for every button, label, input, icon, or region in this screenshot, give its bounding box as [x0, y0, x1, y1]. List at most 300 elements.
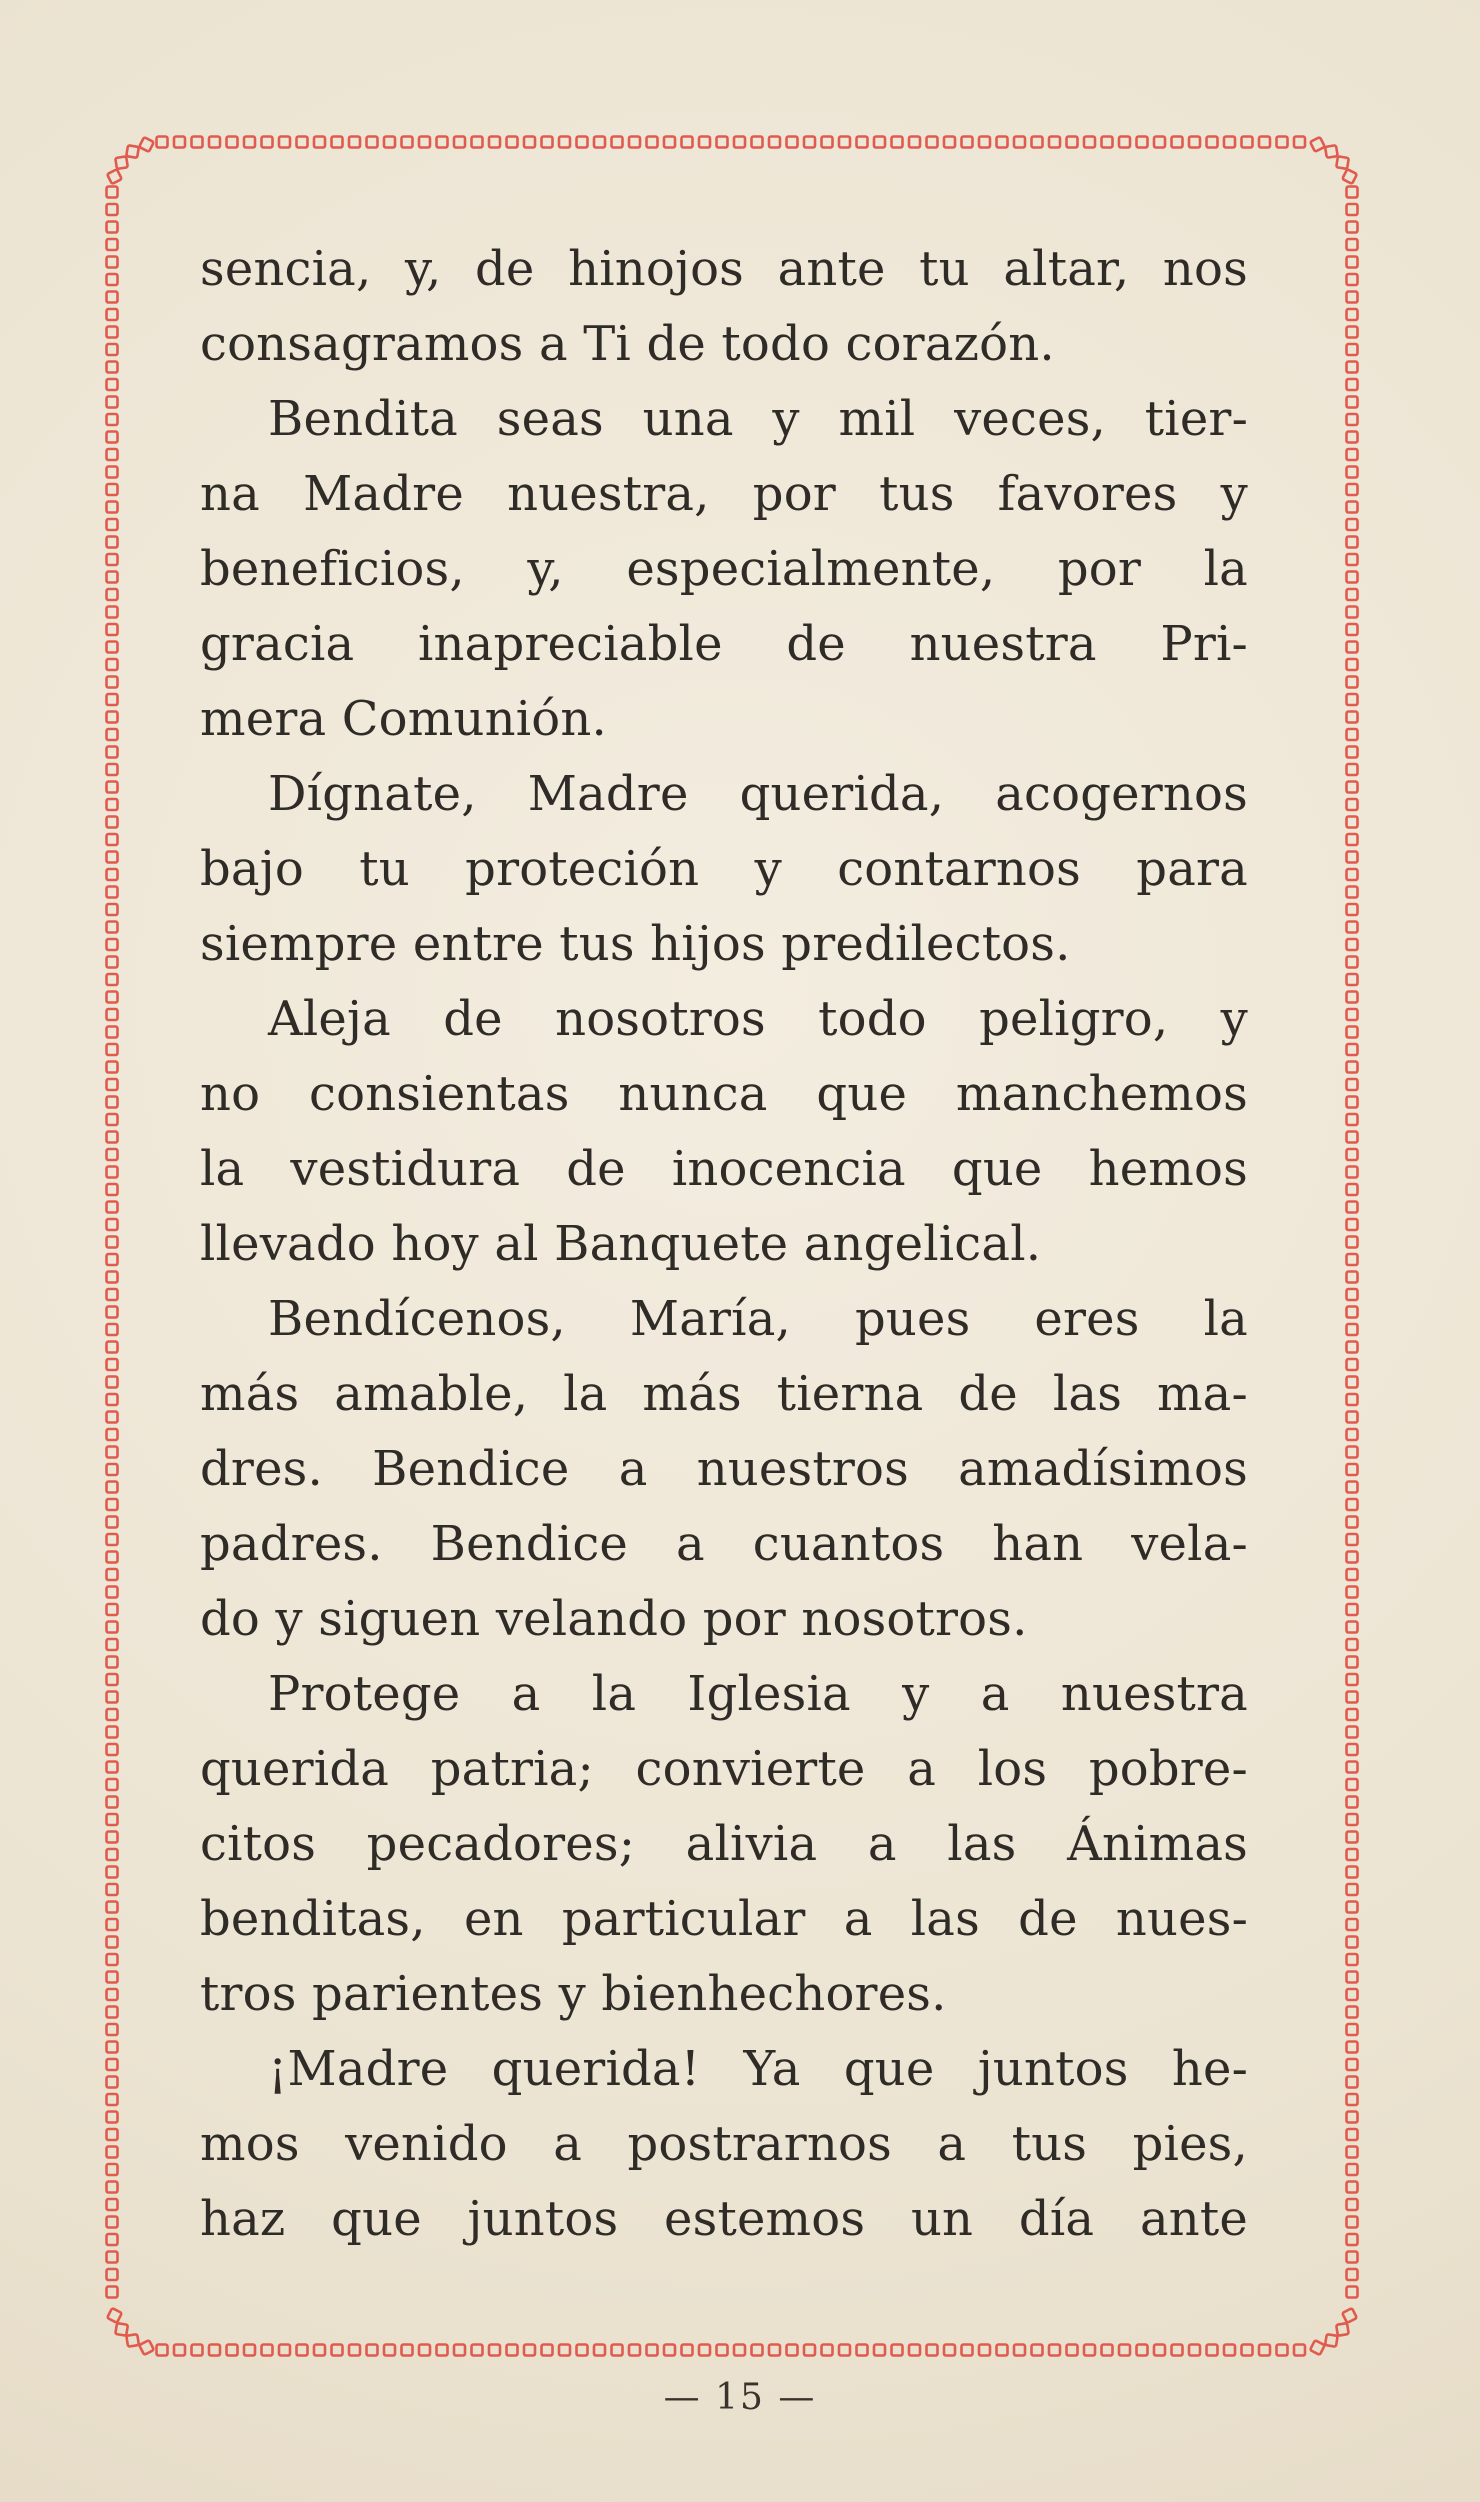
border-square: [107, 2077, 118, 2088]
border-square: [107, 2147, 118, 2158]
border-square: [107, 2059, 118, 2070]
text-line: na Madre nuestra, por tus favores y: [200, 466, 1248, 522]
text-line: ¡Madre querida! Ya que juntos he-: [268, 2041, 1248, 2097]
text-line: tros parientes y bienhechores.: [200, 1966, 947, 2022]
border-square: [107, 467, 118, 478]
border-square: [1347, 2059, 1358, 2070]
border-square: [107, 502, 118, 513]
border-square: [157, 2345, 168, 2356]
border-square: [1347, 327, 1358, 338]
border-square: [612, 2345, 623, 2356]
border-square: [1347, 2112, 1358, 2123]
border-square: [892, 137, 903, 148]
border-square: [1067, 137, 1078, 148]
border-square: [507, 2345, 518, 2356]
border-square: [332, 137, 343, 148]
border-square: [107, 1639, 118, 1650]
border-square: [1325, 2334, 1338, 2347]
border-square: [107, 2024, 118, 2035]
border-square: [1347, 1062, 1358, 1073]
border-square: [107, 1692, 118, 1703]
border-square: [107, 2112, 118, 2123]
border-square: [647, 2345, 658, 2356]
border-square: [107, 904, 118, 915]
border-square: [1347, 1674, 1358, 1685]
border-square: [1336, 156, 1349, 169]
border-square: [107, 2164, 118, 2175]
border-square: [472, 137, 483, 148]
border-square: [107, 414, 118, 425]
border-square: [577, 137, 588, 148]
border-square: [107, 957, 118, 968]
text-line: gracia inapreciable de nuestra Pri-: [200, 616, 1248, 672]
border-square: [209, 2345, 220, 2356]
border-square: [1347, 1237, 1358, 1248]
border-square: [1347, 484, 1358, 495]
border-square: [1347, 834, 1358, 845]
border-square: [699, 2345, 710, 2356]
border-square: [107, 1744, 118, 1755]
border-square: [367, 2345, 378, 2356]
border-square: [1347, 2287, 1358, 2298]
border-square: [107, 1009, 118, 1020]
border-square: [1172, 2345, 1183, 2356]
text-line: Protege a la Iglesia y a nuestra: [268, 1666, 1248, 1722]
border-square: [804, 2345, 815, 2356]
text-line: mera Comunión.: [200, 691, 607, 747]
border-square: [107, 1674, 118, 1685]
border-square: [402, 2345, 413, 2356]
border-square: [107, 1937, 118, 1948]
border-square: [107, 327, 118, 338]
border-square: [107, 939, 118, 950]
text-line: mos venido a postrarnos a tus pies,: [200, 2116, 1248, 2172]
border-square: [1154, 2345, 1165, 2356]
text-line: no consientas nunca que manchemos: [200, 1066, 1248, 1122]
border-square: [107, 1447, 118, 1458]
border-square: [1207, 2345, 1218, 2356]
border-square: [839, 2345, 850, 2356]
border-square: [107, 1062, 118, 1073]
border-square: [1310, 137, 1325, 152]
border-square: [717, 137, 728, 148]
border-square: [559, 137, 570, 148]
border-square: [1347, 2269, 1358, 2280]
text-line: Aleja de nosotros todo peligro, y: [268, 991, 1248, 1047]
border-square: [384, 137, 395, 148]
border-square: [107, 852, 118, 863]
border-square: [107, 1412, 118, 1423]
border-square: [1347, 642, 1358, 653]
border-square: [107, 344, 118, 355]
border-square: [1342, 2308, 1357, 2323]
border-square: [1347, 852, 1358, 863]
border-square: [1347, 1394, 1358, 1405]
border-square: [1347, 974, 1358, 985]
border-square: [262, 2345, 273, 2356]
border-square: [107, 1919, 118, 1930]
border-square: [244, 137, 255, 148]
border-square: [107, 677, 118, 688]
border-square: [107, 292, 118, 303]
border-square: [107, 1972, 118, 1983]
border-square: [107, 1307, 118, 1318]
border-square: [107, 379, 118, 390]
border-square: [734, 2345, 745, 2356]
border-square: [909, 2345, 920, 2356]
border-square: [1242, 2345, 1253, 2356]
border-square: [1347, 449, 1358, 460]
border-square: [1347, 1009, 1358, 1020]
border-square: [1049, 137, 1060, 148]
border-square: [1347, 1657, 1358, 1668]
border-square: [107, 2252, 118, 2263]
border-square: [1084, 2345, 1095, 2356]
border-square: [107, 1097, 118, 1108]
border-square: [1347, 1779, 1358, 1790]
border-square: [927, 2345, 938, 2356]
border-square: [1347, 309, 1358, 320]
border-square: [1347, 1797, 1358, 1808]
border-square: [1347, 2007, 1358, 2018]
border-square: [1049, 2345, 1060, 2356]
text-line: Bendita seas una y mil veces, tier-: [268, 391, 1248, 447]
border-square: [107, 257, 118, 268]
border-square: [107, 1814, 118, 1825]
border-square: [107, 992, 118, 1003]
border-square: [107, 799, 118, 810]
border-square: [524, 137, 535, 148]
border-square: [1067, 2345, 1078, 2356]
border-square: [192, 2345, 203, 2356]
border-square: [962, 137, 973, 148]
border-square: [107, 1377, 118, 1388]
border-square: [107, 1709, 118, 1720]
text-line: citos pecadores; alivia a las Ánimas: [200, 1816, 1248, 1872]
border-square: [979, 2345, 990, 2356]
border-square: [734, 137, 745, 148]
border-square: [612, 137, 623, 148]
text-line: benditas, en particular a las de nues-: [200, 1891, 1248, 1947]
border-square: [107, 2234, 118, 2245]
border-square: [1347, 502, 1358, 513]
border-square: [107, 1832, 118, 1843]
border-square: [1242, 137, 1253, 148]
border-square: [1347, 764, 1358, 775]
border-square: [1347, 2234, 1358, 2245]
border-square: [1347, 1604, 1358, 1615]
border-square: [1347, 869, 1358, 880]
border-square: [1189, 2345, 1200, 2356]
border-square: [1347, 1849, 1358, 1860]
border-square: [126, 145, 139, 158]
border-square: [107, 432, 118, 443]
border-square: [107, 1534, 118, 1545]
border-square: [1347, 1989, 1358, 2000]
border-square: [107, 2217, 118, 2228]
border-square: [107, 694, 118, 705]
border-square: [107, 642, 118, 653]
border-square: [1347, 677, 1358, 688]
border-square: [107, 2199, 118, 2210]
border-square: [107, 1954, 118, 1965]
border-square: [1336, 2323, 1349, 2336]
border-square: [107, 1027, 118, 1038]
border-square: [1347, 1377, 1358, 1388]
border-square: [107, 589, 118, 600]
border-square: [1347, 2129, 1358, 2140]
border-square: [1347, 1499, 1358, 1510]
border-square: [107, 1132, 118, 1143]
border-square: [437, 137, 448, 148]
border-square: [874, 137, 885, 148]
border-square: [1347, 1534, 1358, 1545]
border-square: [107, 1727, 118, 1738]
border-square: [107, 1587, 118, 1598]
border-square: [664, 137, 675, 148]
border-square: [107, 204, 118, 215]
border-square: [1347, 782, 1358, 793]
border-square: [107, 747, 118, 758]
border-square: [1347, 519, 1358, 530]
border-square: [1347, 1307, 1358, 1318]
border-square: [279, 2345, 290, 2356]
border-square: [174, 2345, 185, 2356]
text-line: la vestidura de inocencia que hemos: [200, 1141, 1248, 1197]
border-square: [1347, 1079, 1358, 1090]
border-square: [1294, 137, 1305, 148]
border-square: [1347, 2094, 1358, 2105]
border-square: [1119, 137, 1130, 148]
border-square: [1347, 1552, 1358, 1563]
border-square: [1347, 1219, 1358, 1230]
border-square: [1119, 2345, 1130, 2356]
border-square: [107, 1394, 118, 1405]
border-square: [1347, 414, 1358, 425]
border-square: [1347, 1727, 1358, 1738]
border-square: [1347, 397, 1358, 408]
border-square: [107, 1797, 118, 1808]
border-square: [107, 2287, 118, 2298]
border-square: [1347, 1254, 1358, 1265]
border-square: [1014, 2345, 1025, 2356]
border-square: [297, 2345, 308, 2356]
border-square: [1347, 1272, 1358, 1283]
border-square: [107, 519, 118, 530]
border-square: [107, 1079, 118, 1090]
border-square: [1347, 554, 1358, 565]
border-square: [244, 2345, 255, 2356]
border-square: [1347, 467, 1358, 478]
border-square: [647, 137, 658, 148]
border-square: [107, 1202, 118, 1213]
border-square: [1347, 2217, 1358, 2228]
text-line: bajo tu proteción y contarnos para: [200, 841, 1248, 897]
border-square: [107, 1657, 118, 1668]
border-square: [839, 137, 850, 148]
border-square: [1347, 1954, 1358, 1965]
border-square: [107, 2182, 118, 2193]
border-square: [107, 1482, 118, 1493]
border-square: [107, 1342, 118, 1353]
border-square: [822, 137, 833, 148]
border-square: [454, 2345, 465, 2356]
page-number: — 15 —: [663, 2377, 817, 2418]
border-square: [1347, 659, 1358, 670]
border-square: [927, 137, 938, 148]
border-square: [1347, 1412, 1358, 1423]
border-square: [107, 397, 118, 408]
border-square: [1347, 1884, 1358, 1895]
border-square: [1347, 1972, 1358, 1983]
border-square: [115, 156, 128, 169]
border-square: [1325, 145, 1338, 158]
border-square: [1347, 274, 1358, 285]
border-square: [1259, 137, 1270, 148]
border-square: [192, 137, 203, 148]
text-line: más amable, la más tierna de las ma-: [200, 1366, 1248, 1422]
border-square: [874, 2345, 885, 2356]
border-square: [1102, 2345, 1113, 2356]
border-square: [1347, 1114, 1358, 1125]
border-square: [107, 309, 118, 320]
border-square: [769, 2345, 780, 2356]
border-square: [1347, 2024, 1358, 2035]
border-square: [107, 1902, 118, 1913]
border-square: [349, 2345, 360, 2356]
text-line: Dígnate, Madre querida, acogernos: [268, 766, 1248, 822]
border-square: [107, 607, 118, 618]
border-square: [107, 1237, 118, 1248]
border-square: [107, 1359, 118, 1370]
border-square: [107, 554, 118, 565]
border-square: [1259, 2345, 1270, 2356]
border-square: [402, 137, 413, 148]
border-square: [314, 2345, 325, 2356]
text-line: consagramos a Ti de todo corazón.: [200, 316, 1055, 372]
border-square: [227, 137, 238, 148]
border-square: [107, 1044, 118, 1055]
border-square: [1347, 694, 1358, 705]
border-square: [107, 1499, 118, 1510]
border-square: [107, 222, 118, 233]
border-square: [1347, 1937, 1358, 1948]
border-square: [1347, 887, 1358, 898]
border-square: [1347, 904, 1358, 915]
border-square: [1347, 1814, 1358, 1825]
border-square: [752, 137, 763, 148]
border-square: [107, 1622, 118, 1633]
border-square: [629, 2345, 640, 2356]
border-square: [107, 1464, 118, 1475]
border-square: [1347, 1202, 1358, 1213]
text-line: beneficios, y, especialmente, por la: [200, 541, 1248, 597]
border-square: [107, 729, 118, 740]
border-square: [115, 2323, 128, 2336]
border-square: [107, 1884, 118, 1895]
border-square: [699, 137, 710, 148]
border-square: [1347, 1622, 1358, 1633]
border-square: [107, 362, 118, 373]
border-square: [1347, 939, 1358, 950]
border-square: [107, 974, 118, 985]
border-square: [107, 1219, 118, 1230]
border-square: [629, 137, 640, 148]
border-square: [542, 2345, 553, 2356]
border-square: [297, 137, 308, 148]
border-square: [787, 2345, 798, 2356]
border-square: [682, 137, 693, 148]
border-square: [174, 137, 185, 148]
border-square: [1347, 1184, 1358, 1195]
border-square: [107, 834, 118, 845]
text-line: padres. Bendice a cuantos han vela-: [200, 1516, 1248, 1572]
border-square: [1347, 1919, 1358, 1930]
border-square: [1347, 1044, 1358, 1055]
border-square: [1224, 2345, 1235, 2356]
border-square: [1347, 1482, 1358, 1493]
border-square: [107, 1184, 118, 1195]
border-square: [1347, 1692, 1358, 1703]
border-square: [664, 2345, 675, 2356]
border-square: [107, 1149, 118, 1160]
border-square: [1277, 2345, 1288, 2356]
border-square: [332, 2345, 343, 2356]
border-square: [1294, 2345, 1305, 2356]
border-square: [524, 2345, 535, 2356]
border-square: [1014, 137, 1025, 148]
border-square: [752, 2345, 763, 2356]
border-square: [1347, 379, 1358, 390]
border-square: [139, 137, 154, 152]
border-square: [367, 137, 378, 148]
border-square: [594, 2345, 605, 2356]
border-square: [1207, 137, 1218, 148]
border-square: [682, 2345, 693, 2356]
border-square: [107, 537, 118, 548]
border-square: [1347, 257, 1358, 268]
border-square: [107, 449, 118, 460]
border-square: [107, 484, 118, 495]
border-square: [107, 572, 118, 583]
border-square: [419, 2345, 430, 2356]
border-square: [1347, 1342, 1358, 1353]
prayer-text: [200, 232, 1248, 2257]
border-square: [107, 169, 122, 184]
border-square: [107, 1989, 118, 2000]
border-square: [107, 239, 118, 250]
text-line: querida patria; convierte a los pobre-: [200, 1741, 1248, 1797]
border-square: [157, 137, 168, 148]
border-square: [1032, 137, 1043, 148]
border-square: [892, 2345, 903, 2356]
text-line: sencia, y, de hinojos ante tu altar, nos: [200, 241, 1248, 297]
border-square: [787, 137, 798, 148]
border-square: [857, 2345, 868, 2356]
border-square: [209, 137, 220, 148]
border-square: [107, 624, 118, 635]
border-square: [1347, 957, 1358, 968]
border-square: [1347, 292, 1358, 303]
border-square: [107, 1849, 118, 1860]
border-square: [107, 1779, 118, 1790]
border-square: [107, 1167, 118, 1178]
border-square: [107, 869, 118, 880]
border-square: [1347, 1569, 1358, 1580]
border-square: [1347, 1289, 1358, 1300]
border-square: [107, 922, 118, 933]
border-square: [1347, 1639, 1358, 1650]
